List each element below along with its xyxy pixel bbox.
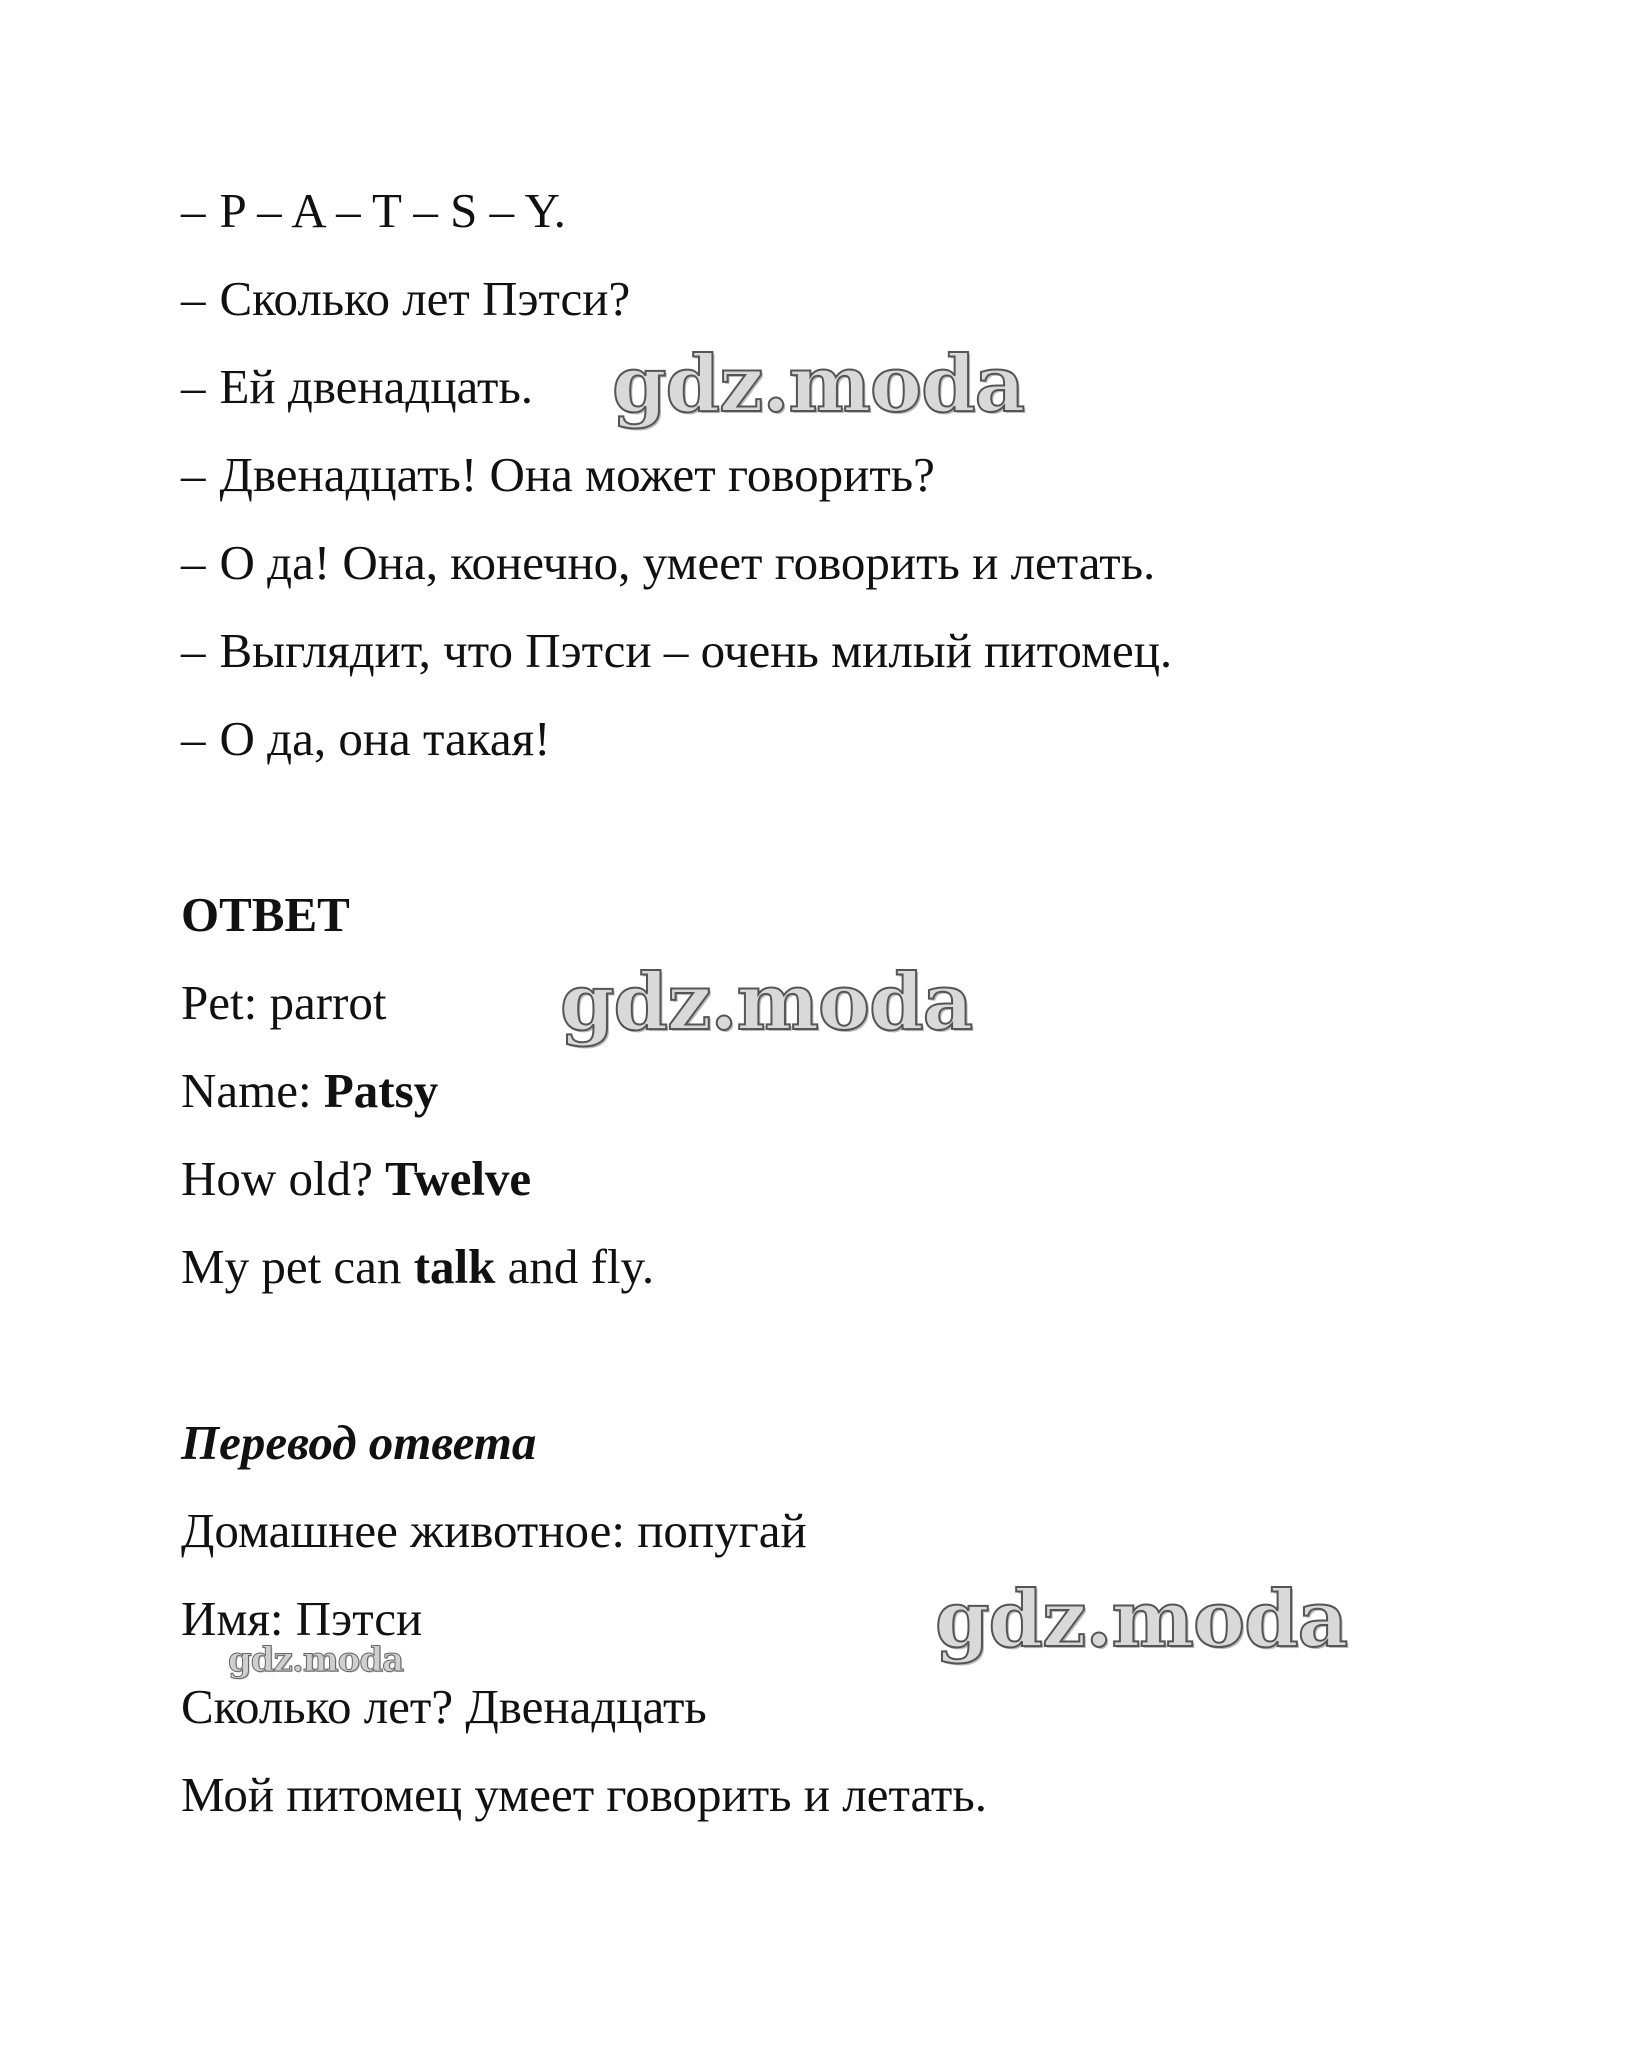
dialogue-text: Ей двенадцать. [219,359,534,414]
dialogue-dash: – [181,183,206,238]
translation-line-3: Сколько лет? Двенадцать [181,1679,707,1734]
dialogue-dash: – [181,447,206,502]
dialogue-line-4 [181,445,935,505]
answer-name-label: Name: [181,1063,324,1118]
watermark-small: gdz.moda [228,1640,404,1680]
dialogue-dash: – [181,623,206,678]
dialogue-dash: – [181,535,206,590]
dialogue-text: Выглядит, что Пэтси – очень милый питомец. [219,623,1173,678]
dialogue-line-1 [181,181,566,241]
watermark: gdz.moda [612,339,1025,430]
answer-ability-bold: talk [413,1239,496,1294]
answer-ability [181,1237,654,1297]
answer-age-label: How old? [181,1151,386,1206]
dialogue-text: Двенадцать! Она может говорить? [219,447,935,502]
answer-ability-prefix: My pet can [181,1239,414,1294]
dialogue-dash: – [181,359,206,414]
dialogue-text: О да, она такая! [219,711,551,766]
dialogue-text: P – A – T – S – Y. [219,183,566,238]
dialogue-line-6 [181,621,1172,681]
answer-ability-suffix: and fly. [495,1239,655,1294]
translation-line-1: Домашнее животное: попугай [181,1503,807,1558]
dialogue-line-3 [181,357,533,417]
dialogue-line-5 [181,533,1155,593]
translation-line-4: Мой питомец умеет говорить и летать. [181,1767,987,1822]
watermark: gdz.moda [560,957,973,1048]
answer-age-value: Twelve [385,1151,532,1206]
dialogue-dash: – [181,711,206,766]
dialogue-text: Сколько лет Пэтси? [219,271,631,326]
answer-age [181,1149,531,1209]
answer-heading: ОТВЕТ [181,887,350,942]
dialogue-line-2 [181,269,630,329]
watermark: gdz.moda [935,1574,1348,1665]
translation-heading: Перевод ответа [181,1415,537,1470]
answer-name [181,1061,438,1121]
dialogue-dash: – [181,271,206,326]
answer-name-value: Patsy [323,1063,439,1118]
dialogue-line-7 [181,709,550,769]
answer-pet: Pet: parrot [181,975,387,1030]
translation-line-2: Имя: Пэтси [181,1591,423,1646]
dialogue-text: О да! Она, конечно, умеет говорить и летать. [219,535,1156,590]
